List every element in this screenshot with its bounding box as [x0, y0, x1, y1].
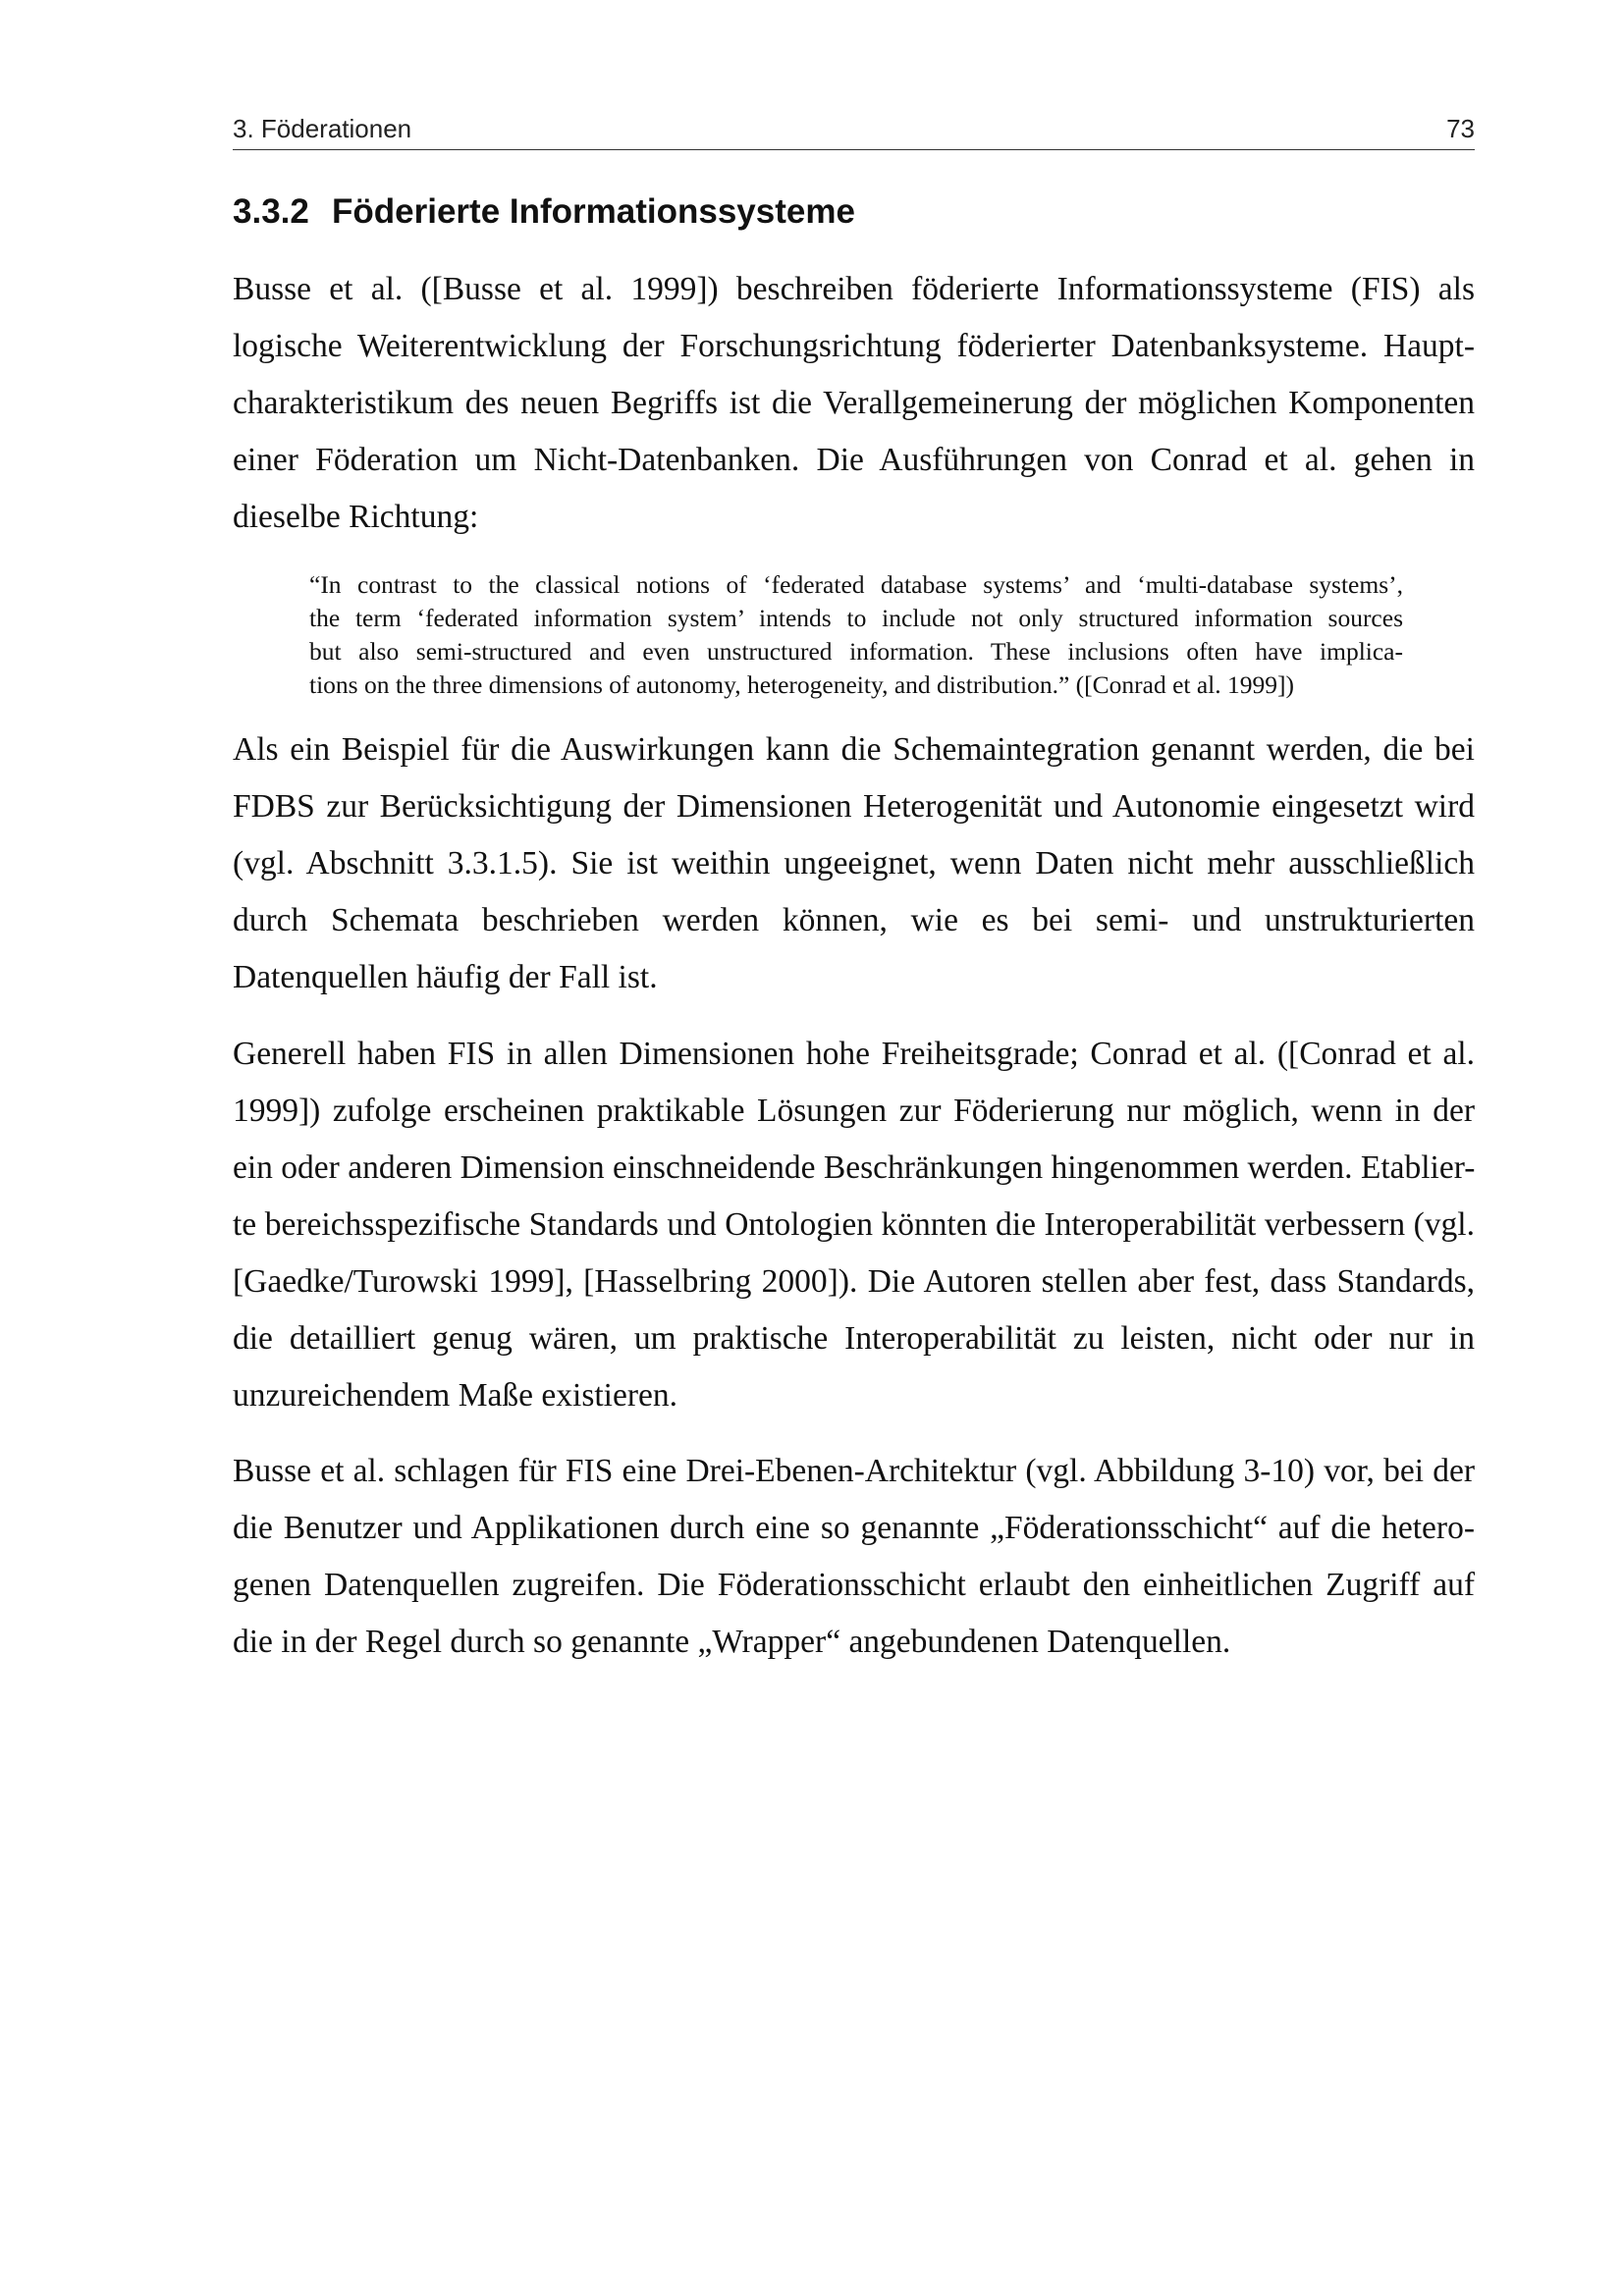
paragraph-line: Als ein Beispiel für die Auswirkungen kann die Schemaintegration genannt werden, die bei — [233, 731, 1475, 768]
paragraph-line: die Benutzer und Applikationen durch eine so genannte „Föderationsschicht“ auf die hetero- — [233, 1510, 1475, 1546]
section-title: Föderierte Informationssysteme — [332, 192, 855, 231]
paragraph-line: Datenquellen häufig der Fall ist. — [233, 959, 658, 995]
paragraph-line: Busse et al. ([Busse et al. 1999]) beschreiben föderierte Informationssysteme (FIS) als — [233, 271, 1475, 307]
quote-line: tions on the three dimensions of autonomy, heterogeneity, and distribution.” ([Conrad et al. 1999]) — [309, 670, 1295, 699]
page-number: 73 — [1446, 114, 1475, 143]
paragraph-line: charakteristikum des neuen Begriffs ist die Verallgemeinerung der möglichen Komponenten — [233, 385, 1475, 421]
paragraph-line: die in der Regel durch so genannte „Wrapper“ angebundenen Datenquellen. — [233, 1624, 1231, 1660]
paragraph-line: genen Datenquellen zugreifen. Die Föderationsschicht erlaubt den einheitlichen Zugriff auf — [233, 1567, 1475, 1603]
paragraph-line: dieselbe Richtung: — [233, 499, 479, 535]
paragraph-line: Generell haben FIS in allen Dimensionen hohe Freiheitsgrade; Conrad et al. ([Conrad et al. — [233, 1036, 1475, 1072]
paragraph-line: einer Föderation um Nicht-Datenbanken. Die Ausführungen von Conrad et al. gehen in — [233, 442, 1475, 478]
quote-line: but also semi-structured and even unstructured information. These inclusions often have implica- — [309, 637, 1403, 666]
paragraph-1 — [233, 261, 1475, 546]
chapter-title: 3. Föderationen — [233, 114, 412, 143]
quote-line: the term ‘federated information system’ intends to include not only structured information sources — [309, 604, 1403, 632]
paragraph-line: die detailliert genug wären, um praktische Interoperabilität zu leisten, nicht oder nur in — [233, 1320, 1475, 1357]
paragraph-line: durch Schemata beschrieben werden können, wie es bei semi- und unstrukturierten — [233, 902, 1475, 938]
section-heading — [233, 192, 1475, 232]
paragraph-2 — [233, 721, 1475, 1006]
paragraph-4 — [233, 1443, 1475, 1671]
paragraph-line: FDBS zur Berücksichtigung der Dimensionen Heterogenität und Autonomie eingesetzt wird — [233, 788, 1475, 825]
paragraph-line: [Gaedke/Turowski 1999], [Hasselbring 2000]). Die Autoren stellen aber fest, dass Standards, — [233, 1263, 1475, 1300]
block-quote — [309, 568, 1403, 702]
paragraph-line: Busse et al. schlagen für FIS eine Drei-Ebenen-Architektur (vgl. Abbildung 3-10) vor, bei der — [233, 1453, 1475, 1489]
paragraph-3 — [233, 1026, 1475, 1424]
paragraph-line: logische Weiterentwicklung der Forschungsrichtung föderierter Datenbanksysteme. Haupt- — [233, 328, 1475, 364]
section-number: 3.3.2 — [233, 192, 309, 231]
paragraph-line: 1999]) zufolge erscheinen praktikable Lösungen zur Föderierung nur möglich, wenn in der — [233, 1093, 1475, 1129]
running-header — [233, 112, 1475, 150]
paragraph-line: te bereichsspezifische Standards und Ontologien könnten die Interoperabilität verbessern (vgl. — [233, 1206, 1475, 1243]
paragraph-line: (vgl. Abschnitt 3.3.1.5). Sie ist weithin ungeeignet, wenn Daten nicht mehr ausschließlich — [233, 845, 1475, 881]
paragraph-line: unzureichendem Maße existieren. — [233, 1377, 677, 1414]
paragraph-line: ein oder anderen Dimension einschneidende Beschränkungen hingenommen werden. Etablier- — [233, 1149, 1476, 1186]
quote-line: “In contrast to the classical notions of ‘federated database systems’ and ‘multi-database systems’, — [309, 570, 1403, 599]
